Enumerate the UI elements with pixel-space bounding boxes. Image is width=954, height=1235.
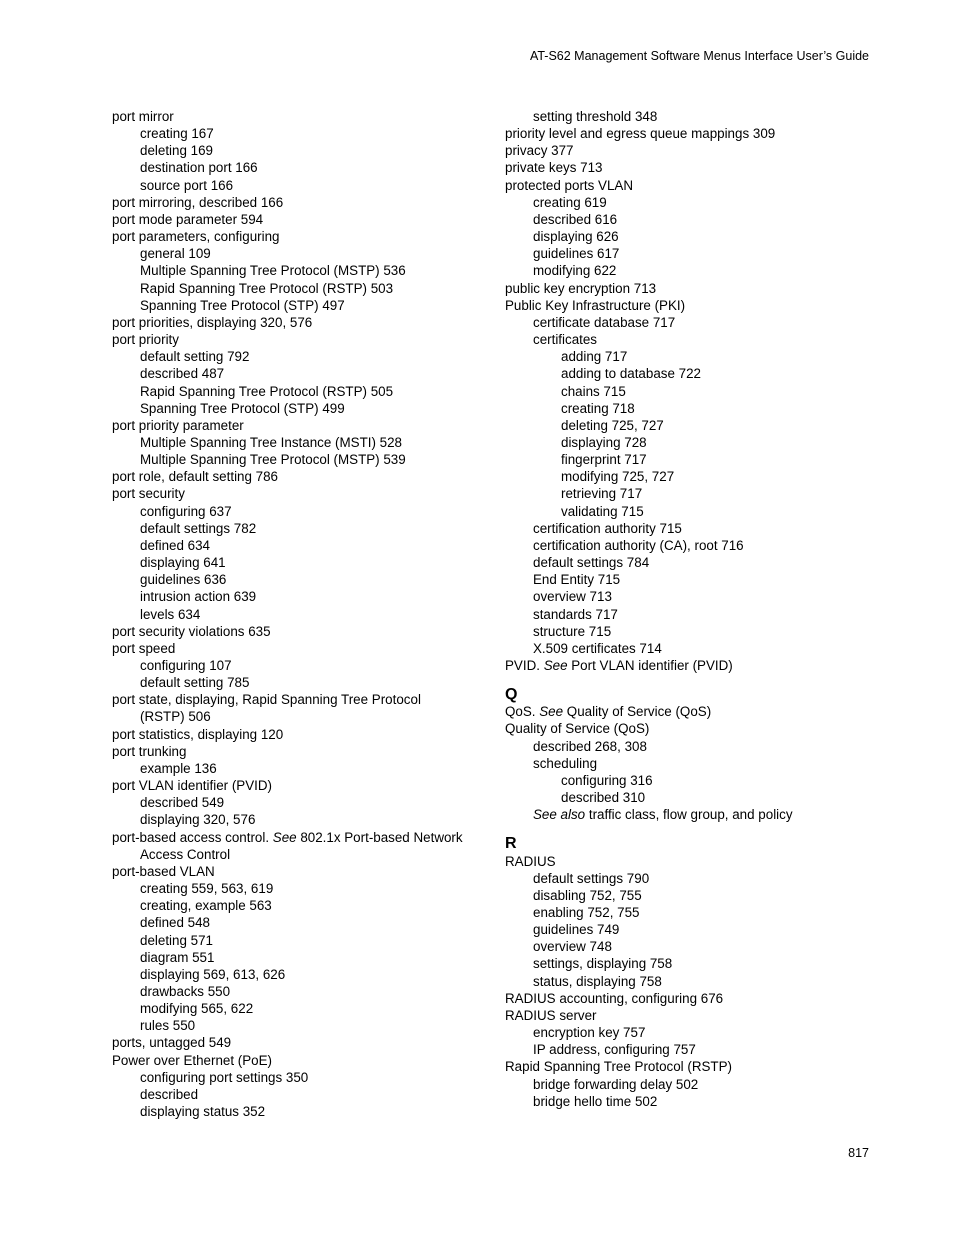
index-subentry: rules 550	[140, 1018, 196, 1034]
running-header: AT-S62 Management Software Menus Interface User’s Guide	[529, 49, 869, 63]
index-subentry: displaying 641	[140, 555, 226, 571]
index-subentry: End Entity 715	[533, 572, 621, 588]
index-subentry	[505, 806, 875, 823]
index-subentry: levels 634	[140, 606, 201, 622]
see-reference: See	[543, 658, 568, 673]
index-subentry: creating, example 563	[140, 898, 272, 914]
index-subentry: setting threshold 348	[533, 109, 658, 124]
index-subentry: deleting 169	[140, 143, 213, 159]
index-subentry: intrusion action 639	[140, 589, 257, 605]
index-entry	[112, 829, 492, 846]
index-subentry: default settings 782	[140, 520, 257, 536]
index-subentry: modifying 565, 622	[140, 1001, 254, 1017]
index-subentry: default setting 792	[140, 349, 250, 365]
index-entry: port priorities, displaying 320, 576	[112, 314, 313, 330]
index-subentry: creating 619	[533, 194, 607, 210]
index-subentry: source port 166	[140, 177, 234, 193]
index-subentry: modifying 622	[533, 263, 617, 279]
index-entry: RADIUS server	[505, 1007, 597, 1023]
index-entry: port parameters, configuring	[112, 229, 280, 245]
index-subentry: default setting 785	[140, 675, 250, 691]
index-subentry: disabling 752, 755	[533, 887, 642, 903]
entry-text: QoS.	[505, 704, 540, 720]
index-subentry: Rapid Spanning Tree Protocol (RSTP) 505	[140, 383, 394, 399]
index-subentry: creating 559, 563, 619	[140, 881, 274, 897]
page-number: 817	[848, 1146, 869, 1160]
index-entry: Public Key Infrastructure (PKI)	[505, 297, 686, 313]
index-subentry: fingerprint 717	[561, 452, 647, 468]
index-entry: port-based VLAN	[112, 863, 215, 879]
index-subentry: standards 717	[533, 606, 618, 622]
index-entry: port priority parameter	[112, 417, 244, 433]
index-entry: port speed	[112, 640, 176, 656]
index-subentry: modifying 725, 727	[561, 469, 675, 485]
index-subentry: configuring 637	[140, 503, 232, 519]
index-entry: port VLAN identifier (PVID)	[112, 778, 273, 794]
index-subentry: Rapid Spanning Tree Protocol (RSTP) 503	[140, 280, 394, 296]
index-letter-heading: R	[505, 835, 517, 853]
entry-text: Port VLAN identifier (PVID)	[567, 658, 733, 673]
entry-text: 802.1x Port-based Network	[296, 829, 463, 845]
index-subentry: settings, displaying 758	[533, 956, 673, 972]
index-subentry: retrieving 717	[561, 486, 643, 502]
see-reference: See	[272, 829, 297, 845]
index-subentry: encryption key 757	[533, 1025, 646, 1041]
index-entry: Power over Ethernet (PoE)	[112, 1052, 273, 1068]
index-subentry: adding to database 722	[561, 366, 701, 382]
index-entry: port role, default setting 786	[112, 469, 279, 485]
index-subentry: general 109	[140, 246, 211, 262]
see-reference: See also	[533, 807, 586, 823]
index-subentry: creating 718	[561, 400, 635, 416]
index-subentry: enabling 752, 755	[533, 905, 640, 920]
index-entry: public key encryption 713	[505, 280, 657, 296]
index-subentry: guidelines 617	[533, 246, 620, 262]
index-subentry: status, displaying 758	[533, 973, 662, 989]
index-entry: port security violations 635	[112, 623, 271, 639]
index-subentry: validating 715	[561, 503, 644, 519]
index-subentry: described 616	[533, 211, 618, 227]
index-subentry: (RSTP) 506	[140, 709, 211, 725]
index-subentry: described 268, 308	[533, 738, 647, 754]
index-entry	[505, 703, 875, 720]
see-reference: See	[539, 704, 564, 720]
index-subentry: Multiple Spanning Tree Instance (MSTI) 528	[140, 434, 402, 450]
index-subentry: default settings 784	[533, 555, 650, 571]
index-entry: Rapid Spanning Tree Protocol (RSTP)	[505, 1059, 733, 1075]
index-subentry: chains 715	[561, 383, 626, 399]
index-entry: priority level and egress queue mappings 309	[505, 126, 776, 142]
index-subentry: Spanning Tree Protocol (STP) 497	[140, 297, 345, 313]
index-entry: port security	[112, 486, 185, 502]
index-column-right	[505, 108, 875, 1110]
index-subentry: defined 548	[140, 915, 210, 931]
index-subentry: overview 713	[533, 589, 612, 605]
index-subentry: certification authority (CA), root 716	[533, 537, 744, 553]
index-subentry: Multiple Spanning Tree Protocol (MSTP) 539	[140, 452, 406, 468]
index-subentry: destination port 166	[140, 160, 258, 176]
index-subentry: Access Control	[140, 846, 231, 862]
index-entry: RADIUS	[505, 853, 556, 869]
index-entry	[505, 657, 875, 674]
index-subentry: certification authority 715	[533, 520, 682, 536]
index-subentry: diagram 551	[140, 949, 215, 965]
index-letter-heading: Q	[505, 686, 518, 704]
index-entry: port priority	[112, 332, 179, 348]
index-subentry: adding 717	[561, 349, 628, 365]
index-subentry: described	[140, 1086, 199, 1102]
index-entry: Quality of Service (QoS)	[505, 721, 650, 737]
index-subentry: defined 634	[140, 537, 210, 553]
index-entry: ports, untagged 549	[112, 1035, 232, 1051]
index-entry: port mirror	[112, 109, 174, 124]
index-subentry: Multiple Spanning Tree Protocol (MSTP) 536	[140, 263, 406, 279]
index-entry: private keys 713	[505, 160, 603, 176]
entry-text: Quality of Service (QoS)	[563, 704, 712, 720]
entry-text: PVID.	[505, 658, 544, 673]
index-subentry: certificate database 717	[533, 314, 676, 330]
index-subentry: displaying 569, 613, 626	[140, 966, 286, 982]
index-subentry: configuring 316	[561, 772, 653, 788]
index-subentry: displaying 320, 576	[140, 812, 256, 828]
index-subentry: configuring port settings 350	[140, 1069, 309, 1085]
index-entry: port trunking	[112, 743, 187, 759]
index-entry: protected ports VLAN	[505, 177, 634, 193]
index-subentry: scheduling	[533, 755, 598, 771]
index-subentry: deleting 571	[140, 932, 213, 948]
index-subentry: described 549	[140, 795, 225, 811]
index-entry: port mode parameter 594	[112, 211, 264, 227]
index-subentry: guidelines 749	[533, 922, 620, 938]
index-subentry: displaying 728	[561, 434, 647, 450]
index-subentry: displaying status 352	[140, 1104, 266, 1120]
index-entry: port state, displaying, Rapid Spanning Tree Protocol	[112, 692, 421, 708]
index-subentry: configuring 107	[140, 658, 232, 673]
entry-text: port-based access control.	[112, 829, 273, 845]
index-subentry: bridge hello time 502	[533, 1093, 658, 1109]
index-entry: privacy 377	[505, 143, 574, 159]
index-subentry: described 487	[140, 366, 225, 382]
index-subentry: default settings 790	[533, 870, 650, 886]
index-subentry: creating 167	[140, 126, 214, 142]
index-subentry: example 136	[140, 760, 217, 776]
index-entry: port mirroring, described 166	[112, 194, 284, 210]
index-entry: RADIUS accounting, configuring 676	[505, 990, 724, 1006]
index-subentry: X.509 certificates 714	[533, 640, 662, 656]
entry-text: traffic class, flow group, and policy	[585, 807, 793, 823]
index-subentry: displaying 626	[533, 229, 619, 245]
index-subentry: drawbacks 550	[140, 983, 231, 999]
index-subentry: overview 748	[533, 939, 612, 955]
index-subentry: certificates	[533, 332, 597, 348]
index-subentry: guidelines 636	[140, 572, 227, 588]
index-column-left	[112, 108, 492, 1120]
index-subentry: described 310	[561, 790, 646, 806]
index-subentry: IP address, configuring 757	[533, 1042, 696, 1058]
index-subentry: Spanning Tree Protocol (STP) 499	[140, 400, 345, 416]
index-subentry: deleting 725, 727	[561, 417, 664, 433]
index-subentry: structure 715	[533, 623, 612, 639]
index-subentry: bridge forwarding delay 502	[533, 1076, 699, 1092]
index-entry: port statistics, displaying 120	[112, 726, 284, 742]
